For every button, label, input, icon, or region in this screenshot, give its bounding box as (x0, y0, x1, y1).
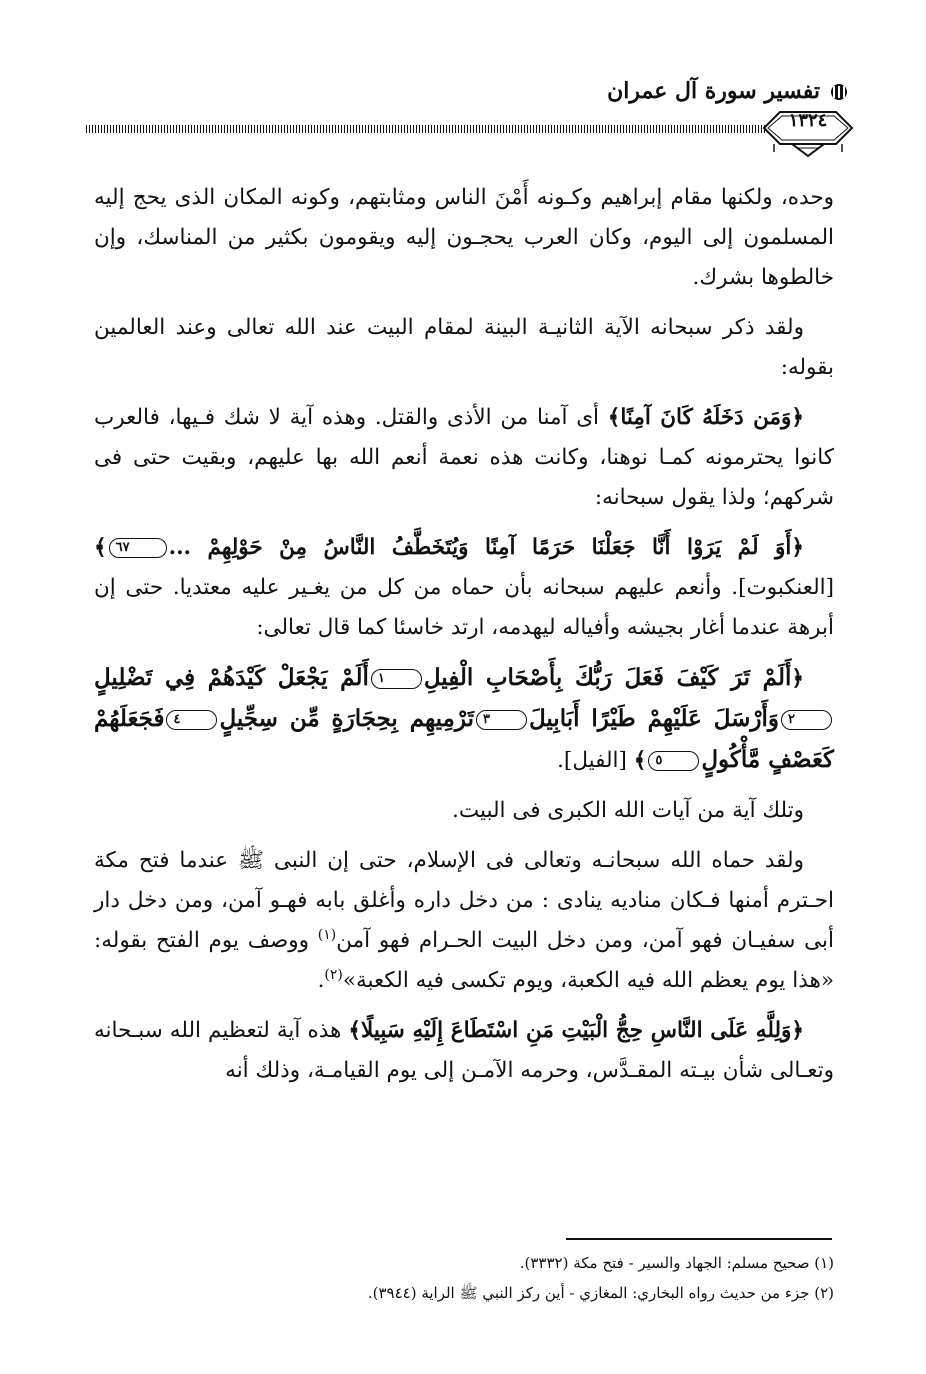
paragraph: وتلك آية من آيات الله الكبرى فى البيت. (452, 798, 804, 823)
verse-close-bracket: ﴾ (348, 1018, 361, 1043)
paragraph (94, 841, 834, 1001)
verse-close-bracket: ﴾ (633, 748, 647, 773)
commentary-text: أى آمنا من الأذى والقتل. وهذه آية لا شك فـيها، فالعرب كانوا يحترمونه كمـا نوهنا، وكانت هذه نعمة أنعم الله بها عليهم، وبقيت حتى فى شركهم؛ ولذا يقول سبحانه: (94, 405, 834, 510)
commentary-text: هذه آية لتعظيم الله سبـحانه وتعـالى شأن بيـته المقـدَّس، وحرمه الآمـن إلى يوم القيامـة، وذلك أنه (94, 1018, 834, 1083)
quran-verse: وَلِلَّهِ عَلَى النَّاسِ حِجُّ الْبَيْتِ مَنِ اسْتَطَاعَ إِلَيْهِ سَبِيلًا (361, 1018, 792, 1043)
quran-verse: أَلَمْ يَجْعَلْ كَيْدَهُمْ فِي تَضْلِيلٍ (94, 664, 369, 691)
footnote-reference[interactable]: (٢) (324, 966, 343, 983)
quran-verse: تَرْمِيهِم بِحِجَارَةٍ مِّن سِجِّيلٍ (219, 705, 474, 732)
verse-open-bracket: ﴿ (791, 535, 804, 560)
quran-verse: أَوَ لَمْ يَرَوْا أَنَّا جَعَلْنَا حَرَمًا آمِنًا وَيُتَخَطَّفُ النَّاسُ مِنْ حَوْلِهِمْ ... (168, 535, 792, 560)
page-number: ١٣٢٤ (788, 110, 828, 131)
paragraph (94, 658, 834, 781)
ornament-icon (828, 82, 850, 102)
footnote-separator (566, 1238, 832, 1240)
verse-close-bracket: ﴾ (607, 405, 621, 430)
ayah-number: ٢ (781, 710, 832, 730)
paragraph (94, 398, 834, 518)
verse-open-bracket: ﴿ (791, 666, 804, 691)
verse-open-bracket: ﴿ (791, 405, 804, 430)
paragraph (94, 1011, 834, 1091)
quran-verse: وَمَن دَخَلَهُ كَانَ آمِنًا (620, 405, 792, 430)
commentary-text: . (317, 968, 325, 993)
running-header (80, 78, 850, 108)
verse-close-bracket: ﴾ (94, 535, 107, 560)
verse-open-bracket: ﴿ (791, 1018, 804, 1043)
ayah-number: ٣ (476, 710, 527, 730)
commentary-text: ووصف يوم الفتح بقوله: «هذا يوم يعظم الله فيه الكعبة، ويوم تكسى فيه الكعبة» (94, 928, 834, 993)
commentary-text: [الفيل]. (557, 748, 634, 773)
quran-verse: فَجَعَلَهُمْ كَعَصْفٍ مَّأْكُولٍ (94, 705, 834, 773)
quran-verse: وَأَرْسَلَ عَلَيْهِمْ طَيْرًا أَبَابِيلَ (528, 705, 780, 732)
main-text (94, 178, 834, 1091)
paragraph: وحده، ولكنها مقام إبراهيم وكـونه أَمْنَ الناس ومثابتهم، وكونه المكان الذى يحج إليه المسلمون إلى اليوم، وكان العرب يحجـون إليه ويقومون بكثير من المناسك، وإن خالطوها بشرك. (94, 185, 834, 290)
header-rule (86, 125, 768, 133)
quran-verse: أَلَمْ تَرَ كَيْفَ فَعَلَ رَبُّكَ بِأَصْحَابِ الْفِيلِ (423, 664, 792, 691)
ayah-number: ٥ (648, 751, 699, 771)
footnote-reference[interactable]: (١) (317, 926, 337, 943)
footnote: (٢) جزء من حديث رواه البخاري: المغازي - أين ركز النبي ﷺ الراية (٣٩٤٤). (367, 1284, 834, 1302)
paragraph (94, 528, 834, 648)
commentary-text: [العنكبوت]. وأنعم عليهم سبحانه بأن حماه من كل من يغـير عليه معتديا. حتى إن أبرهة عندما أغار بجيشه وأفياله ليهدمه، ارتد خاسئا كما قال تعالى: (94, 575, 834, 640)
footnotes (300, 1248, 834, 1308)
footnote: (١) صحيح مسلم: الجهاد والسير - فتح مكة (٣٣٣٢). (519, 1254, 834, 1272)
header-title: تفسير سورة آل عمران (607, 78, 820, 104)
ayah-number: ٦٧ (109, 538, 167, 558)
ayah-number: ٤ (166, 710, 217, 730)
ayah-number: ١ (371, 669, 422, 689)
commentary-text: ولقد حماه الله سبحانـه وتعالى فى الإسلام، حتى إن النبى ﷺ عندما فتح مكة احـترم أمنها فـكان مناديه ينادى : من دخل داره وأغلق بابه فهـو آمن، ومن دخل دار أبى سفيـان فهو آمن، ومن دخل البيت الحـرام فهو آمن (94, 848, 834, 953)
paragraph: ولقد ذكر سبحانه الآية الثانيـة البينة لمقام البيت عند الله تعالى وعند العالمين بقوله: (94, 315, 834, 380)
